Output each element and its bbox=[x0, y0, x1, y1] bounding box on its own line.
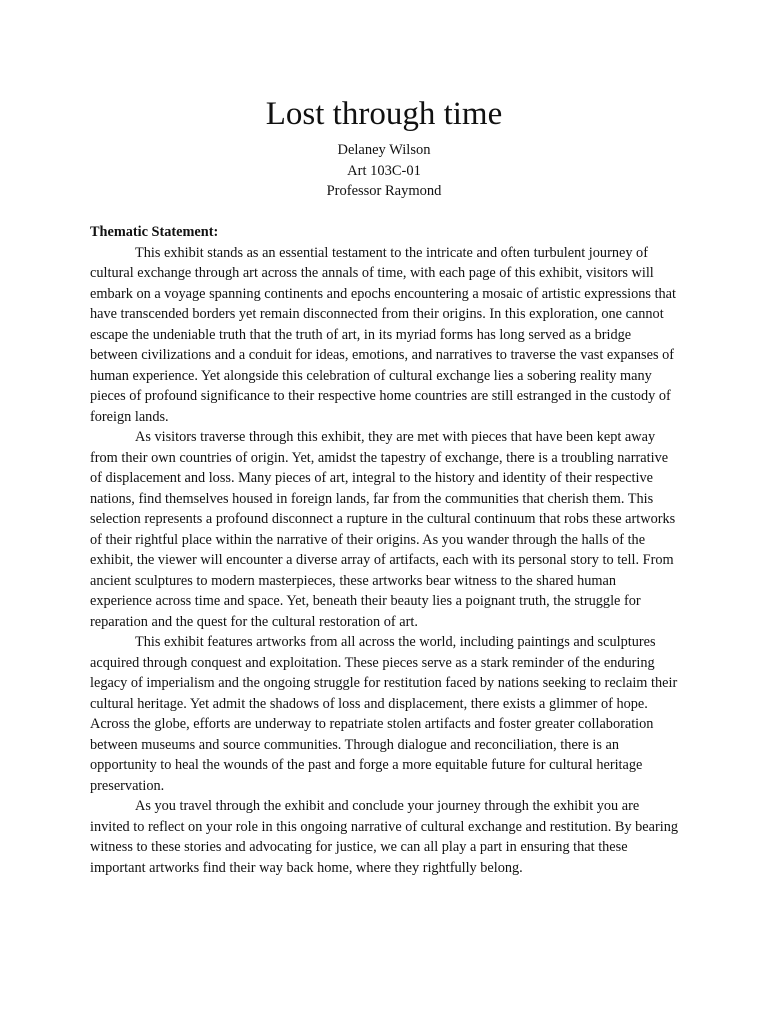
professor-name: Professor Raymond bbox=[326, 183, 442, 199]
document-body bbox=[90, 222, 680, 878]
author-name: Delaney Wilson bbox=[337, 142, 431, 158]
byline bbox=[0, 140, 768, 202]
paragraph-4: As you travel through the exhibit and conclude your journey through the exhibit you are invited to reflect on your role in this ongoing narrative of cultural exchange and restitution. By bearing witness to these stories and advocating for justice, we can all play a part in ensuring that these important artworks find their way back home, where they rightfully belong. bbox=[90, 798, 678, 876]
document-title: Lost through time bbox=[265, 96, 503, 132]
course-code: Art 103C-01 bbox=[347, 162, 421, 179]
section-heading: Thematic Statement: bbox=[90, 224, 219, 240]
paragraph-2: As visitors traverse through this exhibit, they are met with pieces that have been kept away from their own countries of origin. Yet, amidst the tapestry of exchange, there is a troubling narrative of displacement and loss. Many pieces of art, integral to the history and identity of their respective nations, find themselves housed in foreign lands, far from the communities that cherish them. This selection represents a profound disconnect a rupture in the cultural continuum that robs these artworks of their rightful place within the narrative of their origins. As you wander through the halls of the exhibit, the viewer will encounter a diverse array of artifacts, each with its personal story to tell. From ancient sculptures to modern masterpieces, these artworks bear witness to the shared human experience across time and space. Yet, beneath their beauty lies a poignant truth, the struggle for reparation and the quest for the cultural restoration of art. bbox=[90, 429, 676, 630]
paragraph-3: This exhibit features artworks from all across the world, including paintings and sculptures acquired through conquest and exploitation. These pieces serve as a stark reminder of the enduring legacy of imperialism and the ongoing struggle for restitution faced by nations seeking to reclaim their cultural heritage. Yet admit the shadows of loss and displacement, there exists a glimmer of hope. Across the globe, efforts are underway to repatriate stolen artifacts and foster greater collaboration between museums and source communities. Through dialogue and reconciliation, there is an opportunity to heal the wounds of the past and forge a more equitable future for cultural heritage preservation. bbox=[90, 634, 678, 794]
paragraph-1: This exhibit stands as an essential testament to the intricate and often turbulent journey of cultural exchange through art across the annals of time, with each page of this exhibit, visitors will embark on a voyage spanning continents and epochs encountering a mosaic of artistic expressions that have transcended borders yet remain disconnected from their origins. In this exploration, one cannot escape the undeniable truth that the truth of art, in its myriad forms has long served as a bridge between civilizations and a conduit for ideas, emotions, and narratives to traverse the vast expanses of human experience. Yet alongside this celebration of cultural exchange lies a sobering reality many pieces of profound significance to their respective home countries are still estranged in the custody of foreign lands. bbox=[90, 244, 677, 425]
